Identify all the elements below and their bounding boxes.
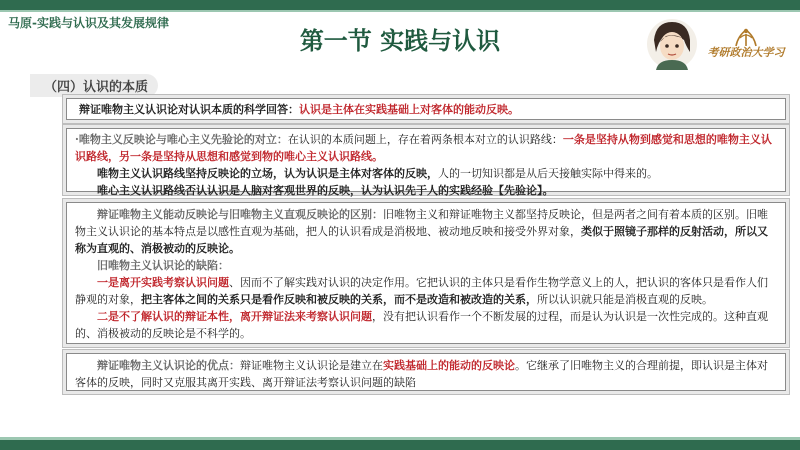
opposition-box xyxy=(66,128,786,197)
answer-lead: 辩证唯物主义认识论对认识本质的科学回答： xyxy=(79,103,299,116)
materialism-line-bold: 唯物主义认识路线坚持反映论的立场，认为认识是主体对客体的反映， xyxy=(97,167,438,180)
opposition-text: 在认识的本质问题上，存在着两条根本对立的认识路线： xyxy=(287,133,563,146)
avatar-icon xyxy=(646,18,698,70)
advantage-lead: 辩证唯物主义认识论的优点： xyxy=(97,359,240,372)
defect-one-end: 所以认识就只能是消极直观的反映。 xyxy=(537,293,713,306)
defect-one-text: 、因而不了解实践对认识的决定作用。它把认识的主体只是看作生物学意义上的人，把认识的客体只是看作人们静观的对象， xyxy=(75,276,768,306)
section-subheading: （四）认识的本质 xyxy=(30,74,158,97)
advantage-red: 实践基础上的能动的反映论 xyxy=(383,359,515,372)
defect-label: 旧唯物主义认识论的缺陷： xyxy=(97,259,229,272)
defect-two-text: ，没有把认识看作一个不断发展的过程，而是认为认识是一次性完成的。这种直观的、消极被动的反映论是不科学的。 xyxy=(75,310,768,340)
idealism-line: 唯心主义认识路线否认认识是人脑对客观世界的反映，认为认识先于人的实践经验【先验论】。 xyxy=(97,184,554,197)
course-subtitle: 马原-实践与认识及其发展规律 xyxy=(8,16,169,30)
top-band xyxy=(0,0,800,10)
opposition-red: 一条是坚持从物到感觉和思想的唯物主义认识路线，另一条是坚持从思想和感觉到物的唯心主义认识路线。 xyxy=(75,133,772,163)
bottom-band xyxy=(0,440,800,450)
defect-one-red: 一是离开实践考察认识问题 xyxy=(97,276,229,289)
advantage-text2: 。它继承了旧唯物主义的合理前提，即认识是主体对客体的反映，同时又克服其离开实践、离开辩证法考察认识问题的缺陷 xyxy=(75,359,768,389)
difference-lead: 辩证唯物主义能动反映论与旧唯物主义直观反映论的区别： xyxy=(97,208,383,221)
opposition-lead: ·唯物主义反映论与唯心主义先验论的对立： xyxy=(75,133,288,146)
answer-box xyxy=(66,98,786,120)
brand-text: 考研政治大学习 xyxy=(707,46,785,59)
defect-one-bold: 把主客体之间的关系只是看作反映和被反映的关系，而不是改造和被改造的关系， xyxy=(141,293,537,306)
defect-two-red: 二是不了解认识的辩证本性，离开辩证法来考察认识问题 xyxy=(97,310,372,323)
brand-logo xyxy=(700,26,792,72)
page-title: 第一节 实践与认识 xyxy=(299,27,501,55)
difference-bold: 类似于照镜子那样的反射活动，所以又称为直观的、消极被动的反映论。 xyxy=(75,225,768,255)
advantage-box xyxy=(66,353,786,391)
difference-box xyxy=(66,202,786,344)
materialism-line-rest: 人的一切知识都是从后天接触实际中得来的。 xyxy=(438,167,658,180)
answer-text: 认识是主体在实践基础上对客体的能动反映。 xyxy=(299,103,519,116)
advantage-text1: 辩证唯物主义认识论是建立在 xyxy=(240,359,383,372)
difference-text: 旧唯物主义和辩证唯物主义都坚持反映论，但是两者之间有着本质的区别。旧唯物主义认识论的基本特点是以感性直观为基础，把人的认识看成是消极地、被动地反映和接受外界对象， xyxy=(75,208,768,238)
